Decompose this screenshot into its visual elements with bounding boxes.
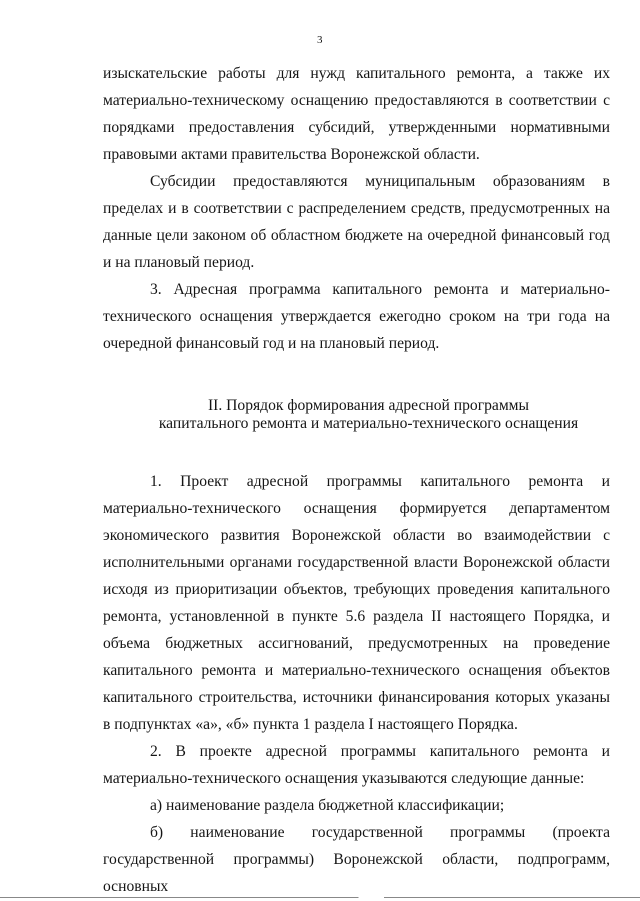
paragraph-subsidies-municipal: Субсидии предоставляются муниципальным образованиям в пределах и в соответствии с распределением средств, предусмотренных на данные цели законом об областном бюджете на очередной финансовый год и на плановый период. [103, 173, 610, 271]
subitem-b-state-program-name: б) наименование государственной программы (проекта государственной программы) Воронежской области, подпрограмм, основных [103, 824, 610, 895]
paragraph-item-2-program-data: 2. В проекте адресной программы капитального ремонта и материально-технического оснащения указываются следующие данные: [103, 743, 610, 787]
document-body [103, 60, 610, 900]
section-heading-line-1: II. Порядок формирования адресной программы [207, 397, 530, 414]
paragraph-item-1-program-draft: 1. Проект адресной программы капитального ремонта и материально-технического оснащения формируется департаментом экономического развития Воронежской области во взаимодействии с исполнительными органами государственной власти Воронежской области исходя из приоритизации объектов, требующих проведения капитального ремонта, установленной в пункте 5.6 раздела II настоящего Порядка, и объема бюджетных ассигнований, предусмотренных на проведение капитального ремонта и материально-технического оснащения объектов капитального строительства, источники финансирования которых указаны в подпунктах «а», «б» пункта 1 раздела I настоящего Порядка. [103, 473, 610, 733]
subitem-a-budget-classification: а) наименование раздела бюджетной классификации; [150, 797, 505, 814]
spacer [103, 433, 610, 468]
paragraph-subsidy-works-continued: изыскательские работы для нужд капитального ремонта, а также их материально-техническому оснащению предоставляются в соответствии с порядками предоставления субсидий, утвержденными нормативными правовыми актами правительства Воронежской области. [103, 65, 610, 163]
spacer [103, 357, 610, 397]
section-heading-line-2: капитального ремонта и материально-технического оснащения [158, 415, 579, 432]
scan-edge-line [0, 897, 640, 898]
page-number: 3 [317, 34, 323, 46]
paragraph-item-3-annual-approval: 3. Адресная программа капитального ремонта и материально-технического оснащения утверждается ежегодно сроком на три года на очередной финансовый год и на плановый период. [103, 281, 610, 352]
